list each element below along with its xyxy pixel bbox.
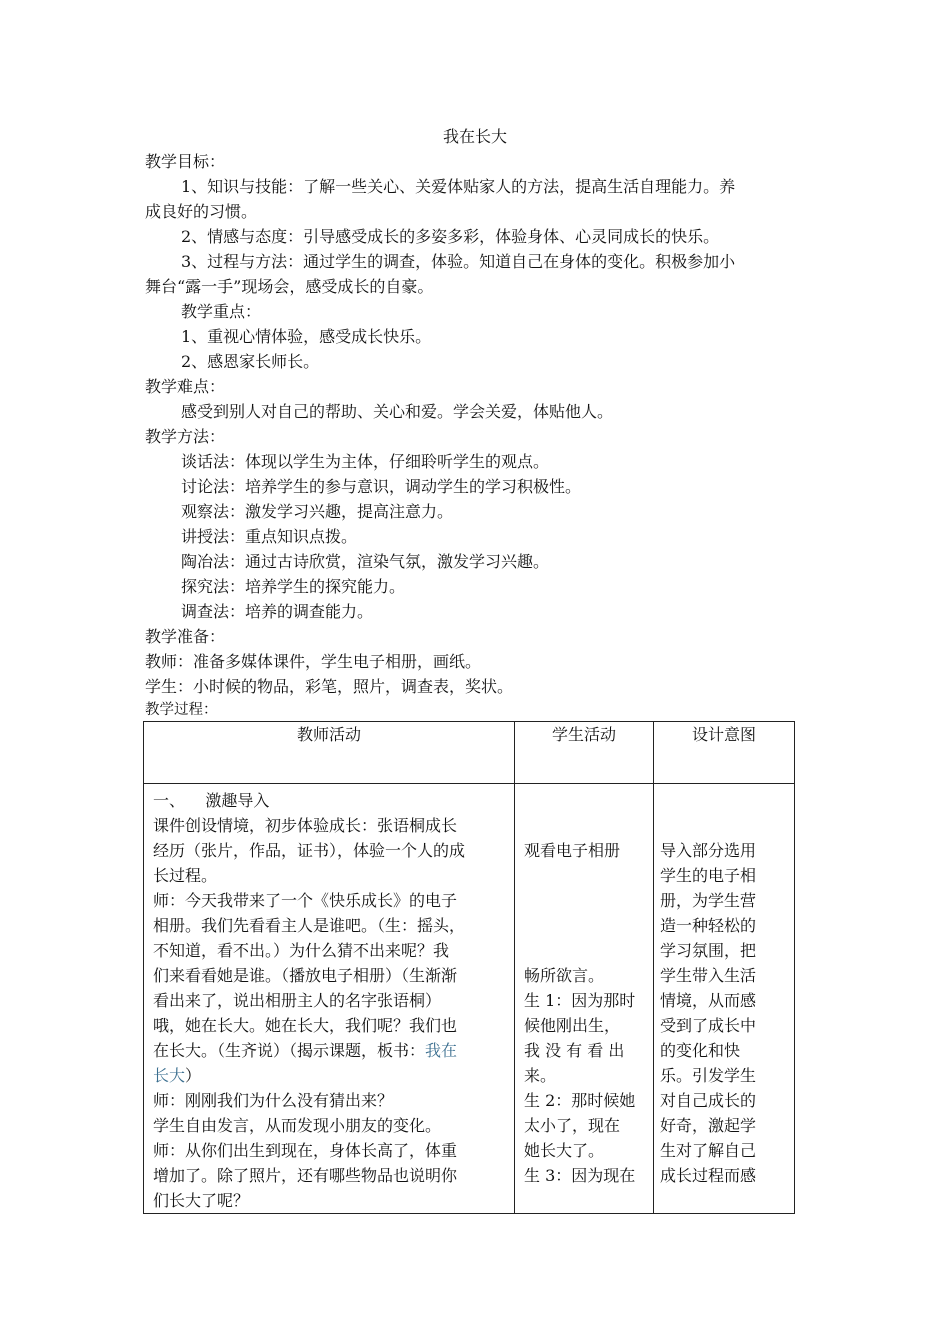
student-line: 候他刚出生， bbox=[524, 1016, 621, 1035]
student-line: 来。 bbox=[524, 1066, 557, 1085]
student-line: 太小了，现在 bbox=[524, 1116, 621, 1135]
student-line: 她长大了。 bbox=[524, 1141, 605, 1160]
design-intent-cell bbox=[654, 784, 795, 1214]
preparation-teacher: 教师：准备多媒体课件，学生电子相册，画纸。 bbox=[145, 652, 482, 671]
intent-line: 成长过程而感 bbox=[660, 1166, 757, 1185]
teacher-line: 课件创设情境，初步体验成长：张语桐成长 bbox=[153, 816, 458, 835]
table-header-row bbox=[144, 722, 795, 784]
student-line: 观看电子相册 bbox=[524, 841, 621, 860]
teacher-line: 经历（张片，作品，证书），体验一个人的成 bbox=[153, 841, 466, 860]
teacher-line: 师：今天我带来了一个《快乐成长》的电子 bbox=[153, 891, 458, 910]
header-student-activity: 学生活动 bbox=[515, 722, 654, 784]
method-item: 谈话法：体现以学生为主体，仔细聆听学生的观点。 bbox=[181, 452, 550, 471]
header-design-intent: 设计意图 bbox=[654, 722, 795, 784]
preparation-student: 学生：小时候的物品，彩笔，照片，调查表，奖状。 bbox=[145, 677, 514, 696]
board-title-link[interactable]: 我在 bbox=[425, 1041, 458, 1060]
process-table bbox=[143, 721, 795, 1214]
method-item: 讲授法：重点知识点拨。 bbox=[181, 527, 358, 546]
intent-line: 学生带入生活 bbox=[660, 966, 757, 985]
teacher-line: 学生自由发言，从而发现小朋友的变化。 bbox=[153, 1116, 442, 1135]
intent-line: 情境，从而感 bbox=[660, 991, 757, 1010]
student-line: 生 2：那时候她 bbox=[524, 1091, 636, 1110]
teacher-line: 长过程。 bbox=[153, 866, 218, 885]
teacher-line: 们长大了呢？ bbox=[153, 1191, 250, 1210]
page-title: 我在长大 bbox=[442, 127, 507, 146]
intent-line: 好奇，激起学 bbox=[660, 1116, 757, 1135]
teacher-line: 师：刚刚我们为什么没有猜出来？ bbox=[153, 1091, 394, 1110]
key-points-heading: 教学重点： bbox=[181, 302, 262, 321]
intent-line: 学习氛围，把 bbox=[660, 941, 757, 960]
student-line: 我 没 有 看 出 bbox=[524, 1041, 625, 1060]
preparation-heading: 教学准备： bbox=[145, 627, 226, 646]
teacher-line: 不知道，看不出。）为什么猜不出来呢？我 bbox=[153, 941, 450, 960]
goals-heading: 教学目标： bbox=[145, 152, 226, 171]
student-line: 生 3：因为现在 bbox=[524, 1166, 636, 1185]
intent-line: 造一种轻松的 bbox=[660, 916, 757, 935]
goal-1-line-b: 成良好的习惯。 bbox=[145, 202, 258, 221]
intent-line: 对自己成长的 bbox=[660, 1091, 757, 1110]
teacher-line: 师：从你们出生到现在，身体长高了，体重 bbox=[153, 1141, 458, 1160]
teacher-line: 哦，她在长大。她在长大，我们呢？我们也 bbox=[153, 1016, 458, 1035]
method-item: 陶冶法：通过古诗欣赏，渲染气氛，激发学习兴趣。 bbox=[181, 552, 550, 571]
intent-line: 导入部分选用 bbox=[660, 841, 757, 860]
intent-line: 的变化和快 bbox=[660, 1041, 741, 1060]
teacher-activity-cell bbox=[144, 784, 515, 1214]
teacher-line: 相册。我们先看看主人是谁吧。（生：摇头， bbox=[153, 916, 466, 935]
goal-2: 2、情感与态度：引导感受成长的多姿多彩，体验身体、心灵同成长的快乐。 bbox=[181, 227, 720, 246]
key-point-2: 2、感恩家长师长。 bbox=[181, 352, 320, 371]
method-item: 观察法：激发学习兴趣，提高注意力。 bbox=[181, 502, 454, 521]
intent-line: 乐。引发学生 bbox=[660, 1066, 757, 1085]
goal-1-line-a: 1、知识与技能：了解一些关心、关爱体贴家人的方法，提高生活自理能力。养 bbox=[181, 177, 736, 196]
teacher-line-with-link bbox=[153, 1038, 508, 1063]
method-item: 讨论法：培养学生的参与意识，调动学生的学习积极性。 bbox=[181, 477, 582, 496]
intent-line: 受到了成长中 bbox=[660, 1016, 757, 1035]
method-item: 调查法：培养的调查能力。 bbox=[181, 602, 374, 621]
intent-line: 册，为学生营 bbox=[660, 891, 757, 910]
process-heading: 教学过程： bbox=[145, 702, 218, 718]
difficulty-1: 感受到别人对自己的帮助、关心和爱。学会关爱，体贴他人。 bbox=[181, 402, 614, 421]
goal-3-line-a: 3、过程与方法：通过学生的调查，体验。知道自己在身体的变化。积极参加小 bbox=[181, 252, 736, 271]
student-line: 生 1：因为那时 bbox=[524, 991, 636, 1010]
teacher-line: 看出来了，说出相册主人的名字张语桐） bbox=[153, 991, 442, 1010]
methods-heading: 教学方法： bbox=[145, 427, 226, 446]
method-item: 探究法：培养学生的探究能力。 bbox=[181, 577, 406, 596]
header-teacher-activity: 教师活动 bbox=[144, 722, 515, 784]
teacher-line: 增加了。除了照片，还有哪些物品也说明你 bbox=[153, 1166, 458, 1185]
teacher-line: ） bbox=[185, 1066, 202, 1085]
table-row bbox=[144, 784, 795, 1214]
teacher-line: 在长大。（生齐说）（揭示课题，板书： bbox=[153, 1041, 426, 1060]
intent-line: 生对了解自己 bbox=[660, 1141, 757, 1160]
goal-3-line-b: 舞台“露一手”现场会，感受成长的自豪。 bbox=[145, 277, 434, 296]
student-line: 畅所欲言。 bbox=[524, 966, 605, 985]
student-activity-cell bbox=[515, 784, 654, 1214]
board-title-link[interactable]: 长大 bbox=[153, 1066, 186, 1085]
teacher-line: 们来看看她是谁。（播放电子相册）（生渐渐 bbox=[153, 966, 458, 985]
difficulties-heading: 教学难点： bbox=[145, 377, 226, 396]
intent-line: 学生的电子相 bbox=[660, 866, 757, 885]
key-point-1: 1、重视心情体验，感受成长快乐。 bbox=[181, 327, 432, 346]
teacher-line-with-link bbox=[153, 1063, 508, 1088]
teacher-line: 一、 激趣导入 bbox=[153, 791, 270, 810]
